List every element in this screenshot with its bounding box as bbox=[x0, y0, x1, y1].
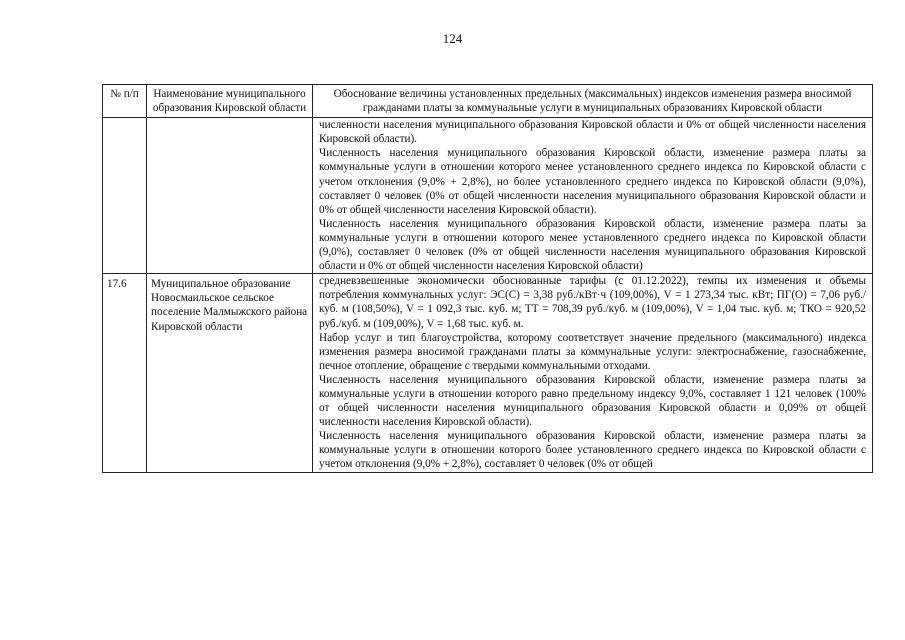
row-justification bbox=[313, 274, 873, 472]
justification-paragraph: численности населения муниципального образования Кировской области и 0% от общей численности населения Кировской области). bbox=[319, 119, 866, 146]
justification-paragraph: Численность населения муниципального образования Кировской области, изменение размера платы за коммунальные услуги в отношении которого менее установленного среднего индекса по Кировской области (9,0%), составляет 0 человек (0% от общей численности населения муниципального образования Кировской области и 0% от общей численности населения Кировской области) bbox=[319, 217, 866, 273]
justification-paragraph: Численность населения муниципального образования Кировской области, изменение размера платы за коммунальные услуги в отношении которого равно предельному индексу 9,0%, составляет 1 121 человек (100% от общей численности населения муниципального образования Кировской области и 0,09% от общей численности населения Кировской области). bbox=[319, 373, 866, 429]
header-municipality: Наименование муниципального образования Кировской области bbox=[147, 85, 313, 118]
page-number: 124 bbox=[442, 31, 463, 46]
row-number: 17.6 bbox=[103, 274, 147, 472]
justification-paragraph: Численность населения муниципального образования Кировской области, изменение размера платы за коммунальные услуги в отношении которого менее установленного среднего индекса по Кировской области с учетом отклонения (9,0% + 2,8%), но более установленного среднего индекса по Кировской области (9,0%), составляет 0 человек (0% от общей численности населения муниципального образования Кировской области и 0% от общей численности населения Кировской области). bbox=[319, 147, 866, 216]
row-municipality bbox=[147, 118, 313, 274]
justification-paragraph: Набор услуг и тип благоустройства, которому соответствует значение предельного (максимального) индекса изменения размера вносимой гражданами платы за коммунальные услуги: электроснабжение, газоснабжение, печное отопление, обращение с твердыми коммунальными отходами. bbox=[319, 331, 866, 372]
row-justification bbox=[313, 118, 873, 274]
row-number bbox=[103, 118, 147, 274]
header-number: № п/п bbox=[103, 85, 147, 118]
table-header-row bbox=[103, 85, 873, 118]
row-municipality: Муниципальное образование Новосмаильское сельское поселение Малмыжского района Кировской области bbox=[147, 274, 313, 472]
justification-paragraph: Численность населения муниципального образования Кировской области, изменение размера платы за коммунальные услуги в отношении которого более установленного среднего индекса по Кировской области с учетом отклонения (9,0% + 2,8%), составляет 0 человек (0% от общей bbox=[319, 430, 866, 471]
table-row bbox=[103, 274, 873, 472]
justification-paragraph: средневзвешенные экономически обоснованные тарифы (с 01.12.2022), темпы их изменения и объемы потребления коммунальных услуг: ЭС(С) = 3,38 руб./кВт·ч (109,00%), V = 1 273,34 тыс. кВт; ПГ(О) = 7,06 руб./куб. м (108,50%), V = 1 092,3 тыс. куб. м; ТТ = 708,39 руб./куб. м (109,00%), V = 1,04 тыс. куб. м; ТКО = 920,52 руб./куб. м (109,00%), V = 1,68 тыс. куб. м. bbox=[319, 275, 866, 330]
header-justification: Обоснование величины установленных предельных (максимальных) индексов изменения размера вносимой гражданами платы за коммунальные услуги в муниципальных образованиях Кировской области bbox=[313, 85, 873, 118]
tariff-index-table bbox=[102, 84, 873, 473]
table-row bbox=[103, 118, 873, 274]
